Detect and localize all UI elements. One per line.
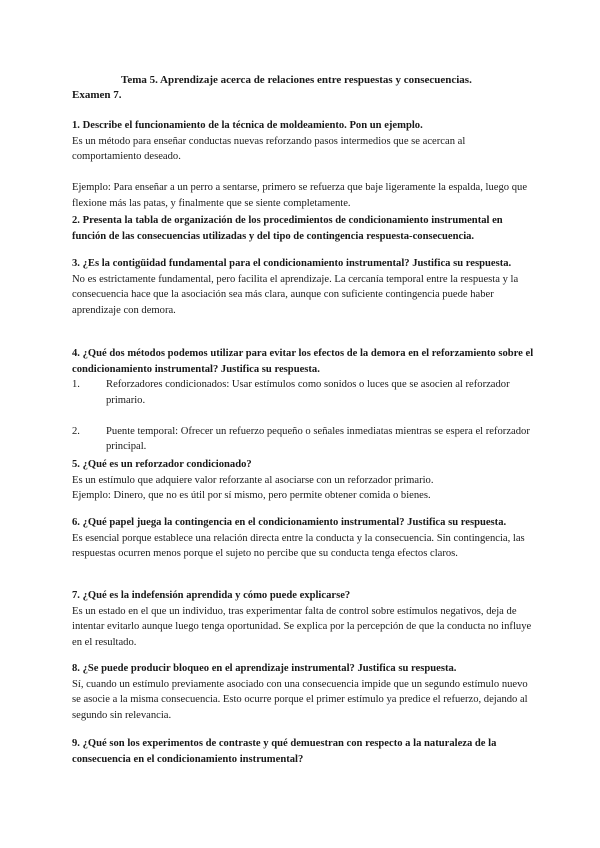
list-item <box>72 377 534 408</box>
question-5: 5. ¿Qué es un reforzador condicionado? <box>72 459 252 470</box>
question-9: 9. ¿Qué son los experimentos de contraste y qué demuestran con respecto a la naturaleza de la consecuencia en el condicionamiento instrumental? <box>72 738 497 765</box>
question-8: 8. ¿Se puede producir bloqueo en el aprendizaje instrumental? Justifica su respuesta. <box>72 663 457 674</box>
answer-8: Sí, cuando un estímulo previamente asociado con una consecuencia impide que un segundo estímulo nuevo se asocie a la misma consecuencia. Esto ocurre porque el primer estímulo ya predice el refuerzo, dejando al segundo sin relevancia. <box>72 678 528 721</box>
list-item-number: 1. <box>72 379 80 390</box>
list-item-text: Reforzadores condicionados: Usar estímulos como sonidos o luces que se asocien al reforzador primario. <box>106 379 510 406</box>
question-6: 6. ¿Qué papel juega la contingencia en el condicionamiento instrumental? Justifica su respuesta. <box>72 517 507 528</box>
answer-7: Es un estado en el que un individuo, tras experimentar falta de control sobre estímulos negativos, deja de intentar evitarlo aunque luego tenga oportunidad. Se explica por la percepción de que la conducta no influye en el resultado. <box>72 605 532 648</box>
list-item <box>72 424 534 455</box>
question-4: 4. ¿Qué dos métodos podemos utilizar para evitar los efectos de la demora en el reforzamiento sobre el condicionamiento instrumental? Justifica su respuesta. <box>72 348 534 375</box>
answer-1: Es un método para enseñar conductas nuevas reforzando pasos intermedios que se acercan al comportamiento deseado. <box>72 135 466 162</box>
question-2: 2. Presenta la tabla de organización de los procedimientos de condicionamiento instrumental en función de las consecuencias utilizadas y del tipo de contingencia respuesta-consecuencia. <box>72 215 503 242</box>
answer-5-example: Ejemplo: Dinero, que no es útil por sí mismo, pero permite obtener comida o bienes. <box>72 490 431 501</box>
question-4-block <box>72 346 534 455</box>
answer-6: Es esencial porque establece una relación directa entre la conducta y la consecuencia. Sin contingencia, las respuestas ocurren menos porque el sujeto no percibe que su conducta tenga efectos claros. <box>72 532 525 559</box>
list-item-number: 2. <box>72 425 80 437</box>
list-item-text: Puente temporal: Ofrecer un refuerzo pequeño o señales inmediatas mientras se espera el reforzador principal. <box>106 425 530 452</box>
question-6-block <box>72 515 534 562</box>
question-1: 1. Describe el funcionamiento de la técnica de moldeamiento. Pon un ejemplo. <box>72 120 423 131</box>
exam-label: Examen 7. <box>72 89 122 101</box>
question-5-block <box>72 457 534 504</box>
question-2-block <box>72 213 534 244</box>
question-1-block <box>72 118 534 211</box>
answer-1-example: Ejemplo: Para enseñar a un perro a sentarse, primero se refuerza que baje ligeramente la espalda, luego que flexione más las patas, y finalmente que se siente completamente. <box>72 182 528 209</box>
question-8-block <box>72 661 534 723</box>
answer-3: No es estrictamente fundamental, pero facilita el aprendizaje. La cercanía temporal entre la respuesta y la consecuencia hace que la asociación sea más clara, aunque con suficiente contingencia puede haber aprendizaje con demora. <box>72 273 519 316</box>
question-3-block <box>72 256 534 318</box>
question-7: 7. ¿Qué es la indefensión aprendida y cómo puede explicarse? <box>72 590 351 601</box>
question-3: 3. ¿Es la contigüidad fundamental para el condicionamiento instrumental? Justifica su respuesta. <box>72 258 512 269</box>
document-title: Tema 5. Aprendizaje acerca de relaciones entre respuestas y consecuencias. <box>121 74 472 86</box>
question-9-block <box>72 736 534 767</box>
question-7-block <box>72 588 534 650</box>
answer-5: Es un estímulo que adquiere valor reforzante al asociarse con un reforzador primario. <box>72 474 434 486</box>
